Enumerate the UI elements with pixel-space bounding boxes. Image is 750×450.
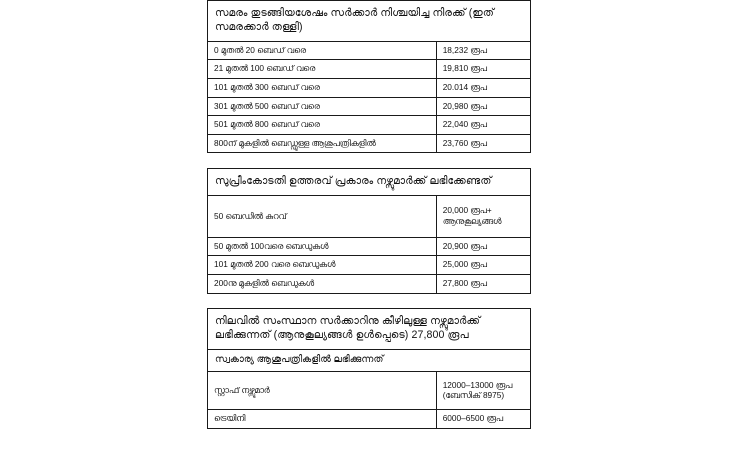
row-value: 20.014 രൂപ [436,79,530,98]
row-label: 50 ബെഡിൽ കുറവ് [208,195,437,237]
table-title: നിലവിൽ സംസ്ഥാന സർക്കാറിനു കീഴിലുള്ള നഴ്സുമാർക്ക് ലഭിക്കുന്നത് (ആനുകൂല്യങ്ങൾ ഉൾപ്പെടെ) 27,800 രൂപ [208,308,531,349]
table-header-row [208,169,531,195]
row-label: സ്റ്റാഫ് നഴ്സുമാർ [208,372,437,410]
row-label: 101 മുതൽ 200 വരെ ബെഡുകൾ [208,256,437,275]
row-value: 20,000 രൂപ+ ആനുകൂല്യങ്ങൾ [436,195,530,237]
table-current-pay [207,308,531,429]
table-row [208,275,531,294]
table-row [208,41,531,60]
table-supreme-court-order [207,168,531,293]
table-subheader-row [208,349,531,372]
row-label: ട്രെയിനി [208,410,437,429]
row-value: 19,810 രൂപ [436,60,530,79]
row-value: 23,760 രൂപ [436,134,530,153]
table-row [208,410,531,429]
table-row [208,134,531,153]
table-row [208,256,531,275]
row-value: 27,800 രൂപ [436,275,530,294]
row-label: 0 മുതൽ 20 ബെഡ് വരെ [208,41,437,60]
table-header-row [208,1,531,42]
row-value: 12000–13000 രൂപ (ബേസിക് 8975) [436,372,530,410]
row-value: 6000–6500 രൂപ [436,410,530,429]
row-label: 50 മുതൽ 100വരെ ബെഡുകൾ [208,237,437,256]
table-title: സുപ്രീംകോടതി ഉത്തരവ് പ്രകാരം നഴ്സുമാർക്ക് ലഭിക്കേണ്ടത് [208,169,531,195]
row-value: 22,040 രൂപ [436,116,530,135]
row-label: 501 മുതൽ 800 ബെഡ് വരെ [208,116,437,135]
row-value: 20,980 രൂപ [436,97,530,116]
row-label: 800ന് മുകളിൽ ബെഡ്ഡുള്ള ആശുപത്രികളിൽ [208,134,437,153]
table-header-row [208,308,531,349]
table-spacer [207,153,531,168]
table-title: സമരം തുടങ്ങിയശേഷം സർക്കാർ നിശ്ചയിച്ച നിരക്ക് (ഇത് സമരക്കാർ തള്ളി) [208,1,531,42]
tables-container [207,0,531,429]
row-label: 101 മുതൽ 300 ബെഡ് വരെ [208,79,437,98]
table-row [208,237,531,256]
table-row [208,195,531,237]
table-spacer [207,294,531,308]
table-row [208,116,531,135]
table-row [208,79,531,98]
table-govt-rate-after-strike [207,0,531,153]
row-value: 18,232 രൂപ [436,41,530,60]
row-value: 20,900 രൂപ [436,237,530,256]
row-label: 21 മുതൽ 100 ബെഡ് വരെ [208,60,437,79]
table-subtitle: സ്വകാര്യ ആശുപത്രികളിൽ ലഭിക്കുന്നത് [208,349,531,372]
table-row [208,372,531,410]
row-label: 200നു മുകളിൽ ബെഡുകൾ [208,275,437,294]
table-row [208,97,531,116]
row-label: 301 മുതൽ 500 ബെഡ് വരെ [208,97,437,116]
row-value: 25,000 രൂപ [436,256,530,275]
table-row [208,60,531,79]
